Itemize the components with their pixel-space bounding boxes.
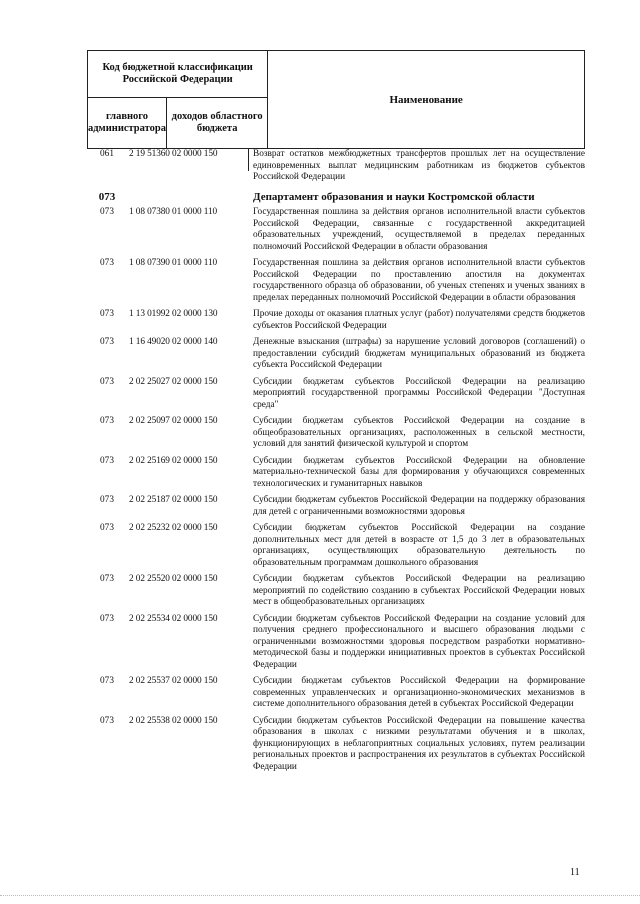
revenue-code: 2 19 51360 02 0000 150 [129, 149, 218, 159]
scan-edge [0, 895, 640, 896]
item-name: Субсидии бюджетам субъектов Российской Федерации на создание в общеобразовательных организациях, расположенных в сельской местности, условий для занятий физической культурой и спортом [253, 416, 585, 449]
table-row [87, 258, 585, 304]
table-row [87, 337, 585, 372]
admin-code: 073 [100, 376, 114, 387]
table-row [87, 149, 585, 184]
admin-code: 073 [100, 258, 114, 268]
admin-code: 073 [100, 715, 114, 726]
admin-code: 073 [100, 613, 114, 624]
revenue-code: 2 02 25537 02 0000 150 [129, 676, 218, 686]
revenue-code: 2 02 25097 02 0000 150 [129, 416, 218, 426]
item-name: Прочие доходы от оказания платных услуг (работ) получателями средств бюджетов субъектов Российской Федерации [253, 309, 585, 331]
table-body [87, 149, 585, 778]
header-revenue: доходов областного бюджета [166, 98, 267, 149]
revenue-code: 1 08 07380 01 0000 110 [129, 207, 218, 217]
revenue-code: 1 13 01992 02 0000 130 [129, 309, 218, 319]
item-name: Субсидии бюджетам субъектов Российской Федерации на создание дополнительных мест для детей в возрасте от 1,5 до 3 лет в образовательных организациях, осуществляющих образовательную деятельность по образовательным программам дошкольного образования [253, 523, 585, 568]
admin-code: 073 [100, 676, 114, 686]
revenue-code: 2 02 25187 02 0000 150 [129, 495, 218, 505]
admin-code: 073 [100, 337, 114, 347]
item-name: Субсидии бюджетам субъектов Российской Федерации на реализацию мероприятий государственной программы Российской Федерации "Доступная среда" [253, 376, 585, 410]
table-row [87, 716, 585, 774]
item-name: Государственная пошлина за действия органов исполнительной власти субъектов Российской Федерации по проставлению апостиля на документах государственного образца об образовании, об ученых степенях и ученых званиях в пределах переданных полномочий Российской Федерации в области образования [253, 258, 585, 303]
revenue-code [127, 192, 253, 204]
admin-code: 073 [100, 495, 114, 505]
header-code-group: Код бюджетной классификации Российской Федерации [88, 51, 268, 98]
revenue-code: 2 02 25232 02 0000 150 [129, 523, 218, 533]
table-row [87, 416, 585, 451]
admin-code: 073 [100, 309, 114, 319]
admin-code: 073 [100, 207, 114, 217]
item-name: Денежные взыскания (штрафы) за нарушение условий договоров (соглашений) о предоставлении субсидий бюджетам муниципальных образований из бюджета субъекта Российской Федерации [253, 337, 585, 370]
revenue-code: 2 02 25027 02 0000 150 [129, 376, 218, 387]
admin-code: 073 [100, 523, 114, 533]
revenue-code: 2 02 25169 02 0000 150 [129, 455, 218, 466]
item-name: Субсидии бюджетам субъектов Российской Федерации на повышение качества образования в школах с низкими результатами обучения и в школах, функционирующих в неблагоприятных социальных условиях, путем реализации региональных проектов и распространения их результатов в субъектах Российской Федерации [253, 715, 585, 772]
admin-code: 073 [100, 455, 114, 466]
header-name: Наименование [268, 51, 585, 149]
item-name: Субсидии бюджетам субъектов Российской Федерации на обновление материально-технической базы для формирования у обучающихся современных технологических и гуманитарных навыков [253, 455, 585, 489]
table-row [87, 377, 585, 412]
item-name: Департамент образования и науки Костромской области [253, 190, 535, 203]
admin-code: 061 [100, 149, 114, 159]
table-row [87, 309, 585, 332]
table-header [87, 50, 585, 149]
table-row [87, 207, 585, 253]
table-row [87, 495, 585, 518]
department-heading-row [87, 192, 585, 204]
table-row [87, 456, 585, 491]
page-number: 11 [570, 867, 580, 878]
revenue-code: 2 02 25534 02 0000 150 [129, 613, 218, 624]
item-name: Государственная пошлина за действия органов исполнительной власти субъектов Российской Федерации, связанные с государственной аккредитацией образовательных учреждений, осуществляемой в пределах переданных полномочий Российской Федерации в области образования [253, 207, 585, 252]
admin-code: 073 [98, 190, 116, 203]
header-admin: главного администратора [88, 98, 167, 149]
table-row [87, 614, 585, 672]
item-name: Возврат остатков межбюджетных трансфертов прошлых лет на осуществление единовременных выплат медицинским работникам из бюджетов субъектов Российской Федерации [253, 149, 585, 182]
item-name: Субсидии бюджетам субъектов Российской Федерации на реализацию мероприятий по содействию созданию в субъектах Российской Федерации новых мест в общеобразовательных организациях [253, 574, 585, 607]
item-name: Субсидии бюджетам субъектов Российской Федерации на создание условий для получения среднего профессионального и высшего образования людьми с ограниченными возможностями здоровья посредством разработки нормативно-методической базы и поддержки инициативных проектов в субъектах Российской Федерации [253, 613, 585, 670]
revenue-code: 2 02 25538 02 0000 150 [129, 715, 218, 726]
item-name: Субсидии бюджетам субъектов Российской Федерации на поддержку образования для детей с ограниченными возможностями здоровья [253, 495, 585, 517]
admin-code: 073 [100, 574, 114, 584]
revenue-code: 2 02 25520 02 0000 150 [129, 574, 218, 584]
table-row [87, 523, 585, 569]
table-row [87, 574, 585, 609]
item-name: Субсидии бюджетам субъектов Российской Федерации на формирование современных управленческих и организационно-экономических механизмов в системе дополнительного образования детей в субъектах Российской Федерации [253, 676, 585, 709]
revenue-code: 1 16 49020 02 0000 140 [129, 337, 218, 347]
table-row [87, 676, 585, 711]
revenue-code: 1 08 07390 01 0000 110 [129, 258, 218, 268]
admin-code: 073 [100, 416, 114, 426]
